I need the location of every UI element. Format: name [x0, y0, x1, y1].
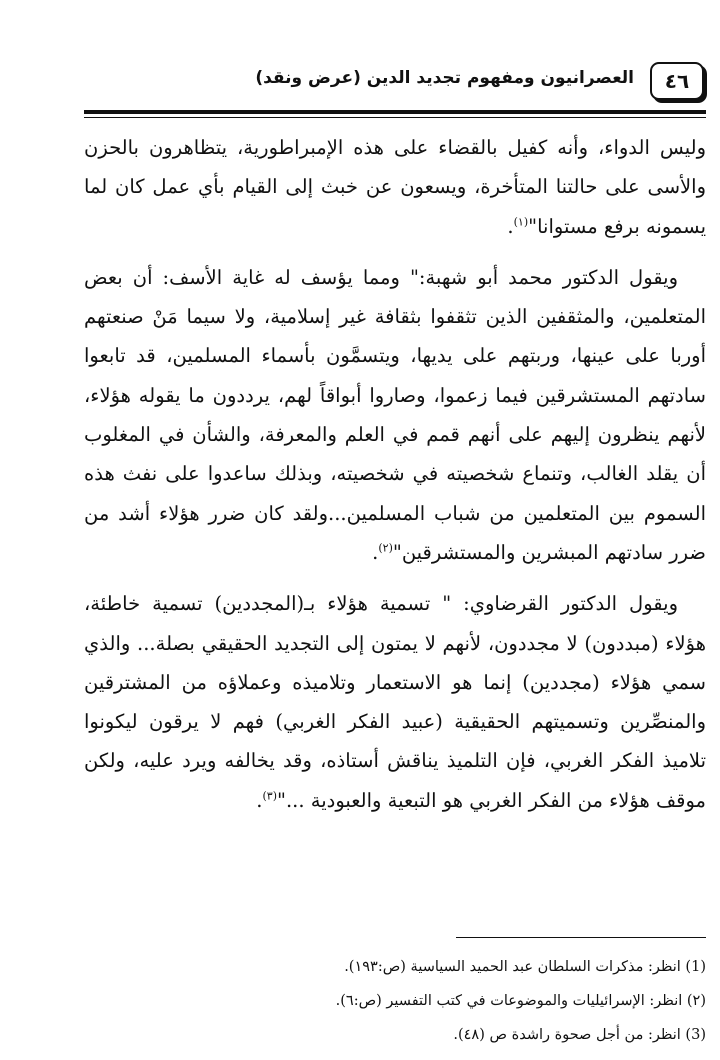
paragraph-2	[84, 258, 706, 572]
footnotes	[146, 950, 706, 1052]
footnote-ref-3: (٣)	[262, 789, 277, 803]
page-header	[84, 60, 704, 104]
paragraph-1	[84, 128, 706, 246]
paragraph-text: ويقول الدكتور القرضاوي: " تسمية هؤلاء بـ(المجددين) تسمية خاطئة، هؤلاء (مبددون) لا مجددون، لأنهم لا يمتون إلى التجديد الحقيقي بصلة... والذي سمي هؤلاء (مجددين) إنما هو الاستعمار وتلاميذه وعملاؤه من المشترقين والمنصِّرين وتسميتهم الحقيقية (عبيد الفكر الغربي) فهم لا يرقون ليكونوا تلاميذ الفكر الغربي، فإن التلميذ يناقش أستاذه، وقد يخالفه ويرد عليه، ولكن موقف هؤلاء من الفكر الغربي هو التبعية والعبودية ..."	[84, 592, 706, 812]
footnote-1: (1) انظر: مذكرات السلطان عبد الحميد السياسية (ص:١٩٣).	[344, 959, 706, 975]
paragraph-tail: .	[372, 540, 379, 564]
header-rule-thin	[84, 117, 706, 118]
paragraph-tail: .	[256, 788, 263, 812]
paragraph-text: ويقول الدكتور محمد أبو شهبة:" ومما يؤسف له غاية الأسف: أن بعض المتعلمين، والمثقفين الذين تثقفوا بثقافة غير إسلامية، ولا سيما مَنْ صنعتهم أوربا على عينها، وربتهم على يديها، ويتسمَّون بأسماء المسلمين، قد تابعوا سادتهم المستشرقين فيما زعموا، وصاروا أبواقاً لهم، يرددون ما يقوله هؤلاء، لأنهم ينظرون إليهم على أنهم قمم في العلم والمعرفة، والشأن في المغلوب أن يقلد الغالب، وتنماع شخصيته في شخصيته، وبذلك ساعدوا على نفث هذه السموم بين المتعلمين من شباب المسلمين...ولقد كان ضرر هؤلاء أشد من ضرر سادتهم المبشرين والمستشرقين"	[84, 265, 706, 564]
paragraph-3	[84, 584, 706, 820]
paragraph-tail: .	[507, 214, 514, 238]
page-number: ٤٦	[650, 62, 704, 100]
header-rule-thick	[84, 110, 706, 114]
footnote-3: (3) انظر: من أجل صحوة راشدة ص (٤٨).	[453, 1027, 706, 1043]
footnote-separator	[456, 937, 706, 938]
footnote-ref-2: (٢)	[378, 541, 393, 555]
running-title: العصرانيون ومفهوم تجديد الدين (عرض ونقد)	[255, 68, 634, 88]
paragraph-text: وليس الدواء، وأنه كفيل بالقضاء على هذه الإمبراطورية، يتظاهرون بالحزن والأسى على حالتنا المتأخرة، ويسعون عن خبث إلى القيام بأي عمل كان لما يسمونه برفع مستوانا"	[84, 136, 706, 238]
body-text	[84, 128, 706, 820]
footnote-ref-1: (١)	[513, 215, 529, 229]
footnote-2: (٢) انظر: الإسرائيليات والموضوعات في كتب التفسير (ص:٦).	[335, 993, 706, 1009]
